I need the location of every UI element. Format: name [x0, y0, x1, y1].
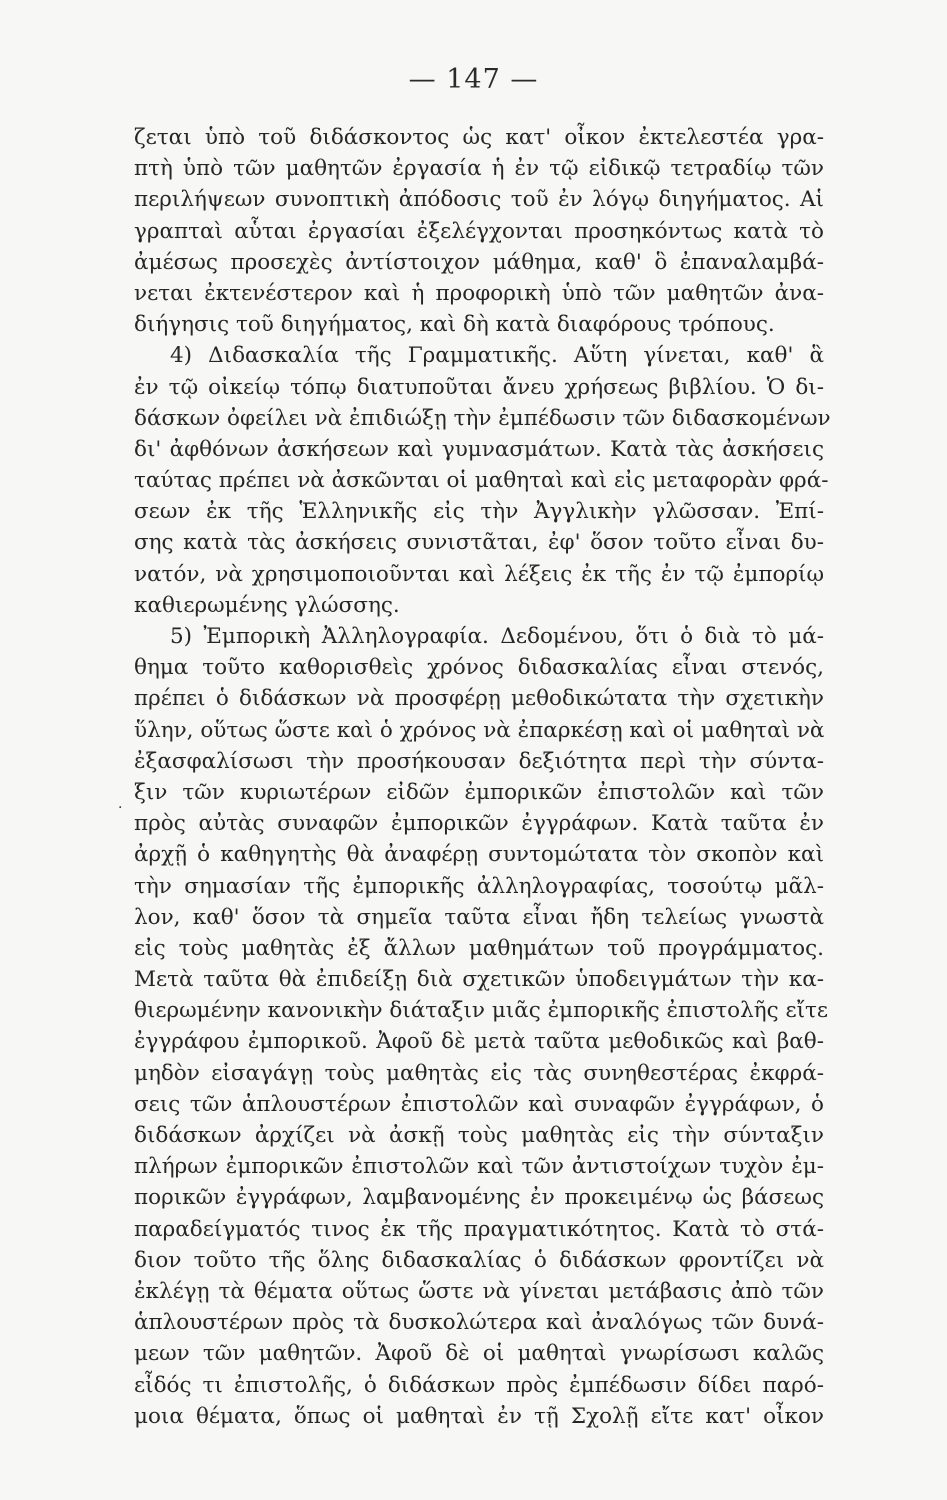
text-line: διον τοῦτο τῆς ὅλης διδασκαλίας ὁ διδάσκων φροντίζει νὰ [134, 1247, 824, 1273]
section-heading-line: 5) Ἐμπορικὴ Ἀλληλογραφία. Δεδομένου, ὅτι ὁ διὰ τὸ μά- [170, 624, 824, 649]
text-line: νατόν, νὰ χρησιμοποιοῦνται καὶ λέξεις ἐκ τῆς ἐν τῷ ἐμπορίῳ [134, 561, 824, 587]
text-line: θιερωμένην κανονικὴν διάταξιν μιᾶς ἐμπορικῆς ἐπιστολῆς εἴτε [134, 998, 829, 1024]
text-line: θημα τοῦτο καθορισθεὶς χρόνος διδασκαλίας εἶναι στενός, [134, 655, 824, 681]
text-line: παραδείγματός τινος ἐκ τῆς πραγματικότητος. Κατὰ τὸ στά- [134, 1216, 824, 1242]
text-line: ἐκλέγῃ τὰ θέματα οὕτως ὥστε νὰ γίνεται μετάβασις ἀπὸ τῶν [134, 1278, 824, 1304]
text-line: καθιερωμένης γλώσσης. [134, 592, 400, 618]
text-line: σεις τῶν ἁπλουστέρων ἐπιστολῶν καὶ συναφῶν ἐγγράφων, ὁ [134, 1091, 824, 1117]
text-line: δι' ἀφθόνων ἀσκήσεων καὶ γυμνασμάτων. Κατὰ τὰς ἀσκήσεις [134, 436, 824, 462]
text-line: ξιν τῶν κυριωτέρων εἰδῶν ἐμπορικῶν ἐπιστολῶν καὶ τῶν [134, 779, 824, 805]
text-line: πρέπει ὁ διδάσκων νὰ προσφέρῃ μεθοδικώτατα τὴν σχετικὴν [134, 686, 824, 712]
text-line: γραπταὶ αὗται ἐργασίαι ἐξελέγχονται προσηκόντως κατὰ τὸ [134, 218, 824, 244]
text-line: διδάσκων ἀρχίζει νὰ ἀσκῇ τοὺς μαθητὰς εἰς τὴν σύνταξιν [134, 1123, 824, 1148]
text-line: λον, καθ' ὅσον τὰ σημεῖα ταῦτα εἶναι ἤδη τελείως γνωστὰ [134, 904, 824, 930]
text-line: μεων τῶν μαθητῶν. Ἀφοῦ δὲ οἱ μαθηταὶ γνωρίσωσι καλῶς [134, 1341, 824, 1367]
ink-speck: · [118, 800, 123, 816]
text-line: μηδὸν εἰσαγάγῃ τοὺς μαθητὰς εἰς τὰς συνηθεστέρας ἐκφρά- [134, 1060, 824, 1086]
page-number: — 147 — [408, 64, 539, 95]
text-line: ἀρχῇ ὁ καθηγητὴς θὰ ἀναφέρῃ συντομώτατα τὸν σκοπὸν καὶ [134, 842, 824, 868]
text-line: δάσκων ὀφείλει νὰ ἐπιδιώξῃ τὴν ἐμπέδωσιν τῶν διδασκομένων [134, 405, 831, 431]
text-line: ἐγγράφου ἐμπορικοῦ. Ἀφοῦ δὲ μετὰ ταῦτα μεθοδικῶς καὶ βαθ- [134, 1029, 824, 1055]
text-line: ἀμέσως προσεχὲς ἀντίστοιχον μάθημα, καθ' ὃ ἐπαναλαμβά- [134, 249, 824, 275]
section-heading-line: 4) Διδασκαλία τῆς Γραμματικῆς. Αὕτη γίνεται, καθ' ἃ [170, 343, 824, 369]
text-line: πορικῶν ἐγγράφων, λαμβανομένης ἐν προκειμένῳ ὡς βάσεως [134, 1185, 824, 1211]
text-line: Μετὰ ταῦτα θὰ ἐπιδείξῃ διὰ σχετικῶν ὑποδειγμάτων τὴν κα- [134, 967, 824, 993]
text-line: ὕλην, οὕτως ὥστε καὶ ὁ χρόνος νὰ ἐπαρκέσῃ καὶ οἱ μαθηταὶ νὰ [134, 717, 825, 743]
text-line: ἐν τῷ οἰκείῳ τόπῳ διατυποῦται ἄνευ χρήσεως βιβλίου. Ὁ δι- [134, 374, 824, 400]
text-line: πτὴ ὑπὸ τῶν μαθητῶν ἐργασία ἡ ἐν τῷ εἰδικῷ τετραδίῳ τῶν [134, 156, 824, 182]
text-line: ζεται ὑπὸ τοῦ διδάσκοντος ὡς κατ' οἶκον ἐκτελεστέα γρα- [134, 125, 824, 150]
text-line: ταύτας πρέπει νὰ ἀσκῶνται οἱ μαθηταὶ καὶ εἰς μεταφορὰν φρά- [134, 468, 829, 494]
text-line: ἁπλουστέρων πρὸς τὰ δυσκολώτερα καὶ ἀναλόγως τῶν δυνά- [134, 1310, 824, 1336]
text-line: σεων ἐκ τῆς Ἑλληνικῆς εἰς τὴν Ἀγγλικὴν γλῶσσαν. Ἐπί- [134, 499, 824, 525]
text-line: ἐξασφαλίσωσι τὴν προσήκουσαν δεξιότητα περὶ τὴν σύντα- [134, 748, 824, 774]
text-line: τὴν σημασίαν τῆς ἐμπορικῆς ἀλληλογραφίας, τοσούτῳ μᾶλ- [134, 873, 824, 899]
text-line: νεται ἐκτενέστερον καὶ ἡ προφορικὴ ὑπὸ τῶν μαθητῶν ἀνα- [134, 280, 824, 306]
text-line: μοια θέματα, ὅπως οἱ μαθηταὶ ἐν τῇ Σχολῇ εἴτε κατ' οἶκον [134, 1403, 824, 1429]
text-line: εἶδός τι ἐπιστολῆς, ὁ διδάσκων πρὸς ἐμπέδωσιν δίδει παρό- [134, 1372, 824, 1398]
text-line: πλήρων ἐμπορικῶν ἐπιστολῶν καὶ τῶν ἀντιστοίχων τυχὸν ἐμ- [134, 1154, 824, 1180]
text-line: περιλήψεων συνοπτικὴ ἀπόδοσις τοῦ ἐν λόγῳ διηγήματος. Αἱ [134, 187, 824, 213]
text-line: πρὸς αὐτὰς συναφῶν ἐμπορικῶν ἐγγράφων. Κατὰ ταῦτα ἐν [134, 811, 824, 837]
text-line: σης κατὰ τὰς ἀσκήσεις συνιστᾶται, ἐφ' ὅσον τοῦτο εἶναι δυ- [134, 530, 824, 556]
text-line: διήγησις τοῦ διηγήματος, καὶ δὴ κατὰ διαφόρους τρόπους. [134, 312, 775, 338]
body-text [134, 122, 831, 1432]
text-line: εἰς τοὺς μαθητὰς ἐξ ἄλλων μαθημάτων τοῦ προγράμματος. [134, 935, 824, 961]
